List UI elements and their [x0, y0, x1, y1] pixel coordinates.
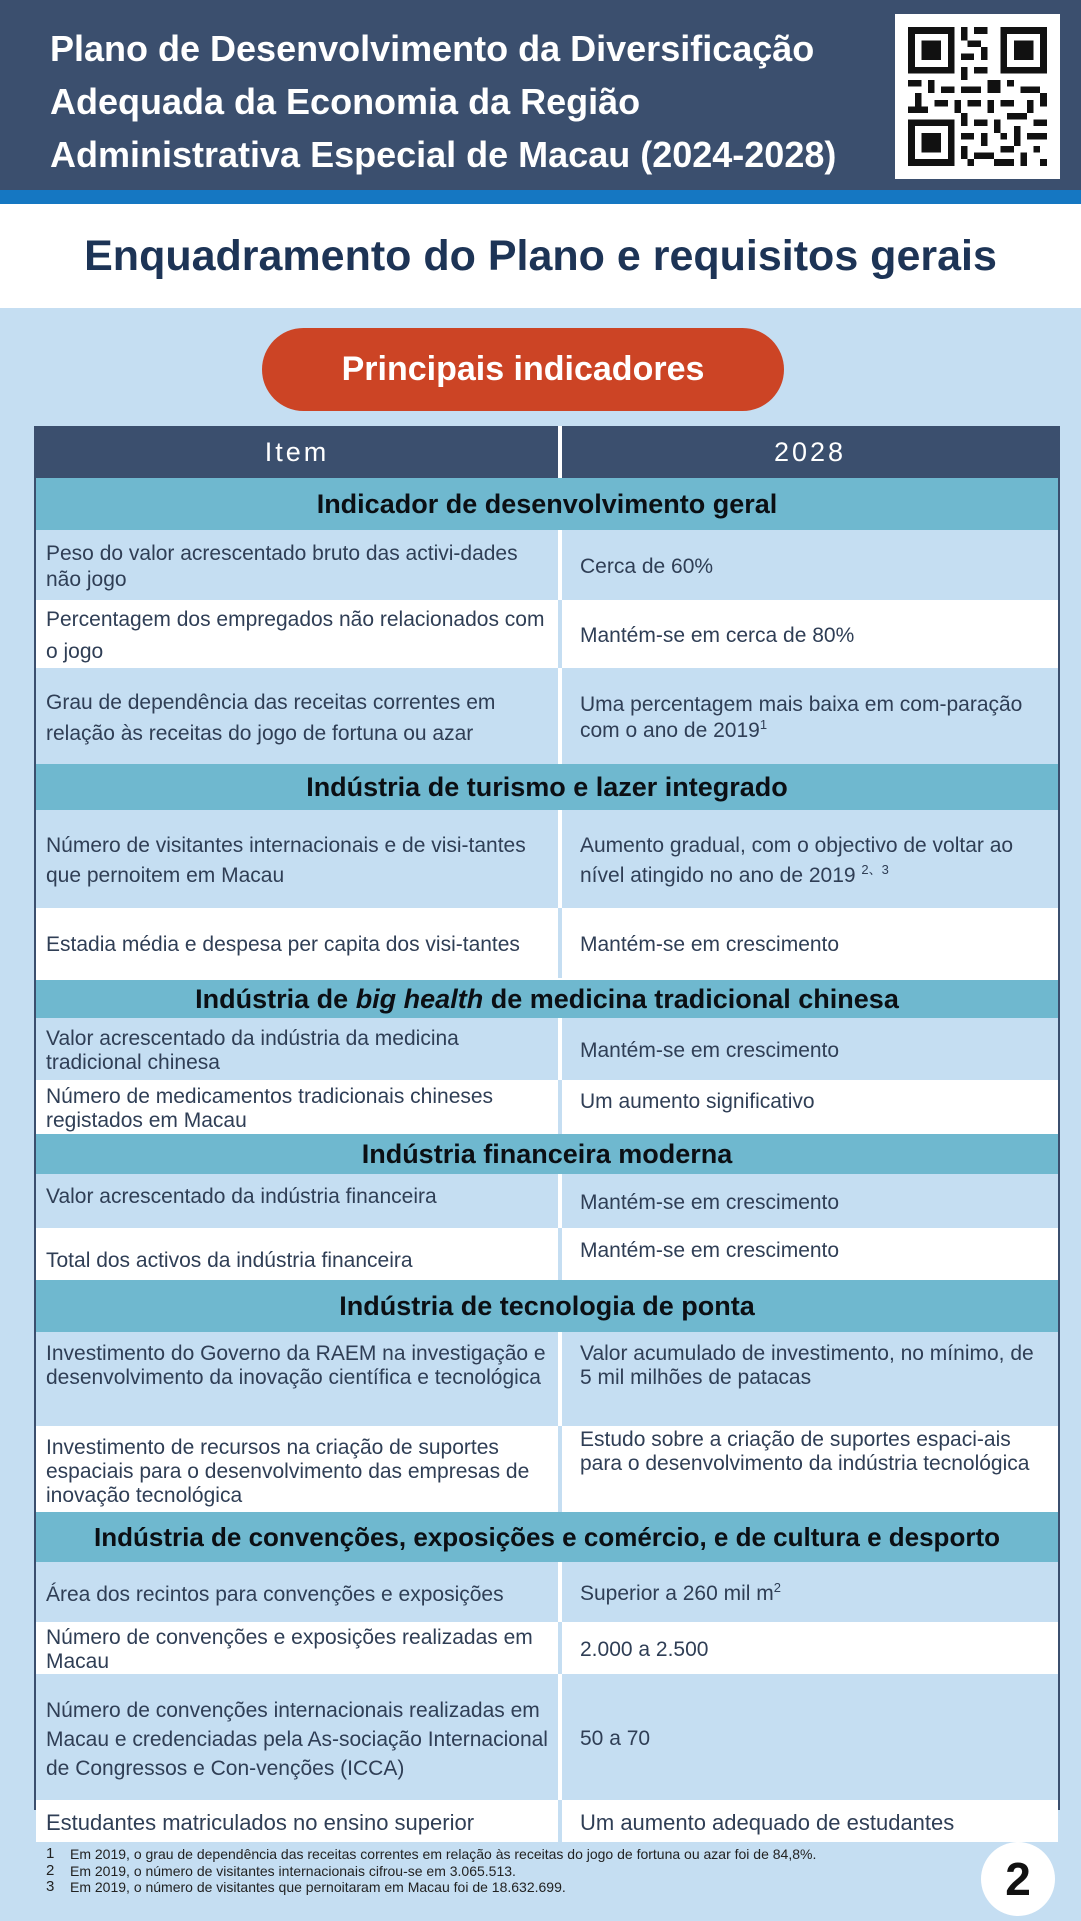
- table-row: [36, 668, 1058, 764]
- column-header-year: 2028: [773, 436, 847, 467]
- row-item: Número de convenções e exposições realizadas em Macau: [46, 1626, 533, 1673]
- table-row: [36, 600, 1058, 668]
- row-value: Um aumento adequado de estudantes: [580, 1810, 955, 1835]
- row-value: Cerca de 60%: [580, 555, 714, 578]
- table-row: [36, 530, 1058, 600]
- footnote-ref: 1: [759, 717, 768, 732]
- header-stripe: [0, 190, 1081, 204]
- row-value: 50 a 70: [580, 1727, 651, 1750]
- section-row-tecnologia: Indústria de tecnologia de ponta: [36, 1280, 1058, 1332]
- subtitle-band: [0, 204, 1081, 308]
- row-item: Número de convenções internacionais realizadas em Macau e credenciadas pela As-sociação Internacional de Congressos e Con-venções (ICCA): [46, 1698, 548, 1780]
- section-row-convencoes: Indústria de convenções, exposições e comércio, e de cultura e desporto: [36, 1512, 1058, 1562]
- row-item: Percentagem dos empregados não relacionados com o jogo: [46, 608, 545, 663]
- table-header-row: [36, 426, 1058, 478]
- table-row: [36, 1622, 1058, 1674]
- unit-superscript: 2: [773, 1580, 781, 1595]
- section-title: Enquadramento do Plano e requisitos gerais: [84, 232, 997, 280]
- table-row: [36, 1228, 1058, 1280]
- row-value: Mantém-se em cerca de 80%: [580, 624, 855, 647]
- row-value: Valor acumulado de investimento, no mínimo, de 5 mil milhões de patacas: [580, 1342, 1034, 1389]
- section-row-big-health: [36, 978, 1058, 1018]
- page-number-badge: 2: [981, 1842, 1055, 1916]
- section-row-financeira: Indústria financeira moderna: [36, 1134, 1058, 1174]
- table-row: [36, 1674, 1058, 1800]
- table-row: [36, 1174, 1058, 1228]
- section-row-geral: Indicador de desenvolvimento geral: [36, 478, 1058, 530]
- footnote: [46, 1879, 986, 1896]
- row-item: Estadia média e despesa per capita dos visi-tantes: [46, 933, 520, 956]
- section-text-italic: big health: [355, 983, 484, 1014]
- header: [0, 0, 1081, 190]
- table-row: [36, 1426, 1058, 1512]
- row-value-text: Aumento gradual, com o objectivo de voltar ao nível atingido no ano de 2019: [580, 834, 1014, 887]
- indicators-pill-label: Principais indicadores: [262, 328, 784, 411]
- row-value: Estudo sobre a criação de suportes espaci-ais para o desenvolvimento da indústria tecnológica: [580, 1428, 1030, 1475]
- row-value: [562, 810, 1058, 908]
- row-item: Investimento do Governo da RAEM na investigação e desenvolvimento da inovação científica e tecnológica: [46, 1342, 546, 1389]
- table-row: [36, 1800, 1058, 1842]
- footnote-ref: 2、3: [861, 862, 889, 877]
- row-value-text: Superior a 260 mil m: [580, 1582, 774, 1605]
- table-row: [36, 1080, 1058, 1134]
- table-row: [36, 1018, 1058, 1080]
- row-value: Mantém-se em crescimento: [580, 1239, 840, 1262]
- row-item: Valor acrescentado da indústria da medicina tradicional chinesa: [46, 1027, 459, 1074]
- qr-code-icon[interactable]: [895, 14, 1060, 179]
- row-item: Valor acrescentado da indústria financeira: [46, 1185, 437, 1208]
- row-value: 2.000 a 2.500: [580, 1638, 709, 1661]
- footnote-number: 2: [46, 1861, 55, 1879]
- row-value: Mantém-se em crescimento: [580, 933, 840, 956]
- indicators-table: [34, 426, 1060, 1835]
- row-item: Grau de dependência das receitas correntes em relação às receitas do jogo de fortuna ou azar: [46, 691, 496, 745]
- table-row: [36, 908, 1058, 978]
- table-row: [36, 1562, 1058, 1622]
- section-text-after: de medicina tradicional chinesa: [490, 983, 899, 1014]
- table-row: [36, 1332, 1058, 1426]
- footnote-text: Em 2019, o número de visitantes internacionais cifrou-se em 3.065.513.: [70, 1862, 516, 1879]
- footnotes: [46, 1846, 986, 1896]
- table-row: [36, 810, 1058, 908]
- row-item: Área dos recintos para convenções e exposições: [46, 1582, 504, 1606]
- row-item: Investimento de recursos na criação de suportes espaciais para o desenvolvimento das empresas de inovação tecnológica: [46, 1436, 530, 1507]
- row-value: [562, 668, 1058, 764]
- section-text-before: Indústria de: [195, 983, 349, 1014]
- footnote-text: Em 2019, o número de visitantes que pernoitaram em Macau foi de 18.632.699.: [70, 1879, 566, 1895]
- footnote-number: 1: [46, 1845, 55, 1862]
- footnote: [46, 1863, 986, 1880]
- row-value: [562, 1562, 1058, 1622]
- row-item: Número de visitantes internacionais e de visi-tantes que pernoitem em Macau: [46, 834, 526, 887]
- row-value: Um aumento significativo: [580, 1090, 815, 1113]
- row-item: Peso do valor acrescentado bruto das activi-dades não jogo: [46, 542, 518, 591]
- row-item: Total dos activos da indústria financeira: [46, 1249, 413, 1272]
- footnote: [46, 1846, 986, 1863]
- row-item: Estudantes matriculados no ensino superior: [46, 1810, 475, 1835]
- row-value: Mantém-se em crescimento: [580, 1191, 840, 1214]
- footnote-text: Em 2019, o grau de dependência das receitas correntes em relação às receitas do jogo de fortuna ou azar foi de 84,8%.: [70, 1846, 817, 1862]
- footnote-number: 3: [46, 1878, 55, 1895]
- row-item: Número de medicamentos tradicionais chineses registados em Macau: [46, 1085, 494, 1132]
- section-row-turismo: Indústria de turismo e lazer integrado: [36, 764, 1058, 810]
- row-value-text: Uma percentagem mais baixa em com-paração com o ano de 2019: [580, 693, 1023, 742]
- row-value: Mantém-se em crescimento: [580, 1039, 840, 1062]
- column-header-item: Item: [264, 436, 330, 467]
- document-title: Plano de Desenvolvimento da Diversificação Adequada da Economia da Região Administrativa Especial de Macau (2024-2028): [50, 28, 837, 175]
